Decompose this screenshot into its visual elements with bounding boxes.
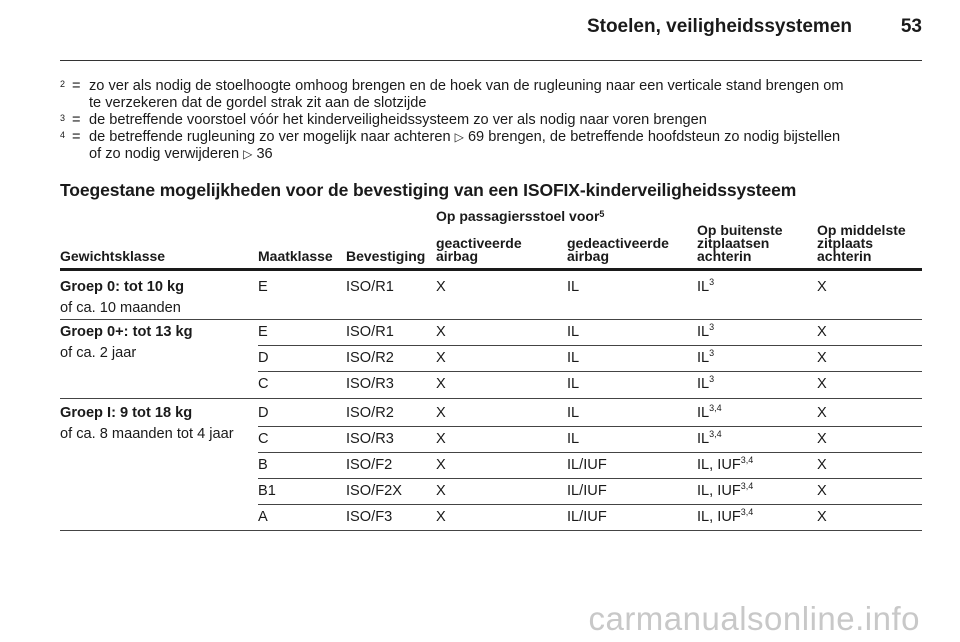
cell-on: X (436, 431, 446, 447)
footnote-4 (60, 129, 922, 163)
footnote-mark: 3 (60, 113, 66, 123)
row-divider (60, 398, 922, 399)
cell-maat: D (258, 405, 269, 421)
cell-outer: $IL^3$ (697, 322, 715, 340)
footnote-equals: = (72, 129, 81, 145)
group-subtitle: of ca. 8 maanden tot 4 jaar (60, 426, 234, 442)
cell-on: X (436, 457, 446, 473)
cell-middle: X (817, 279, 827, 295)
cell-outer: IL, IUF$^{3,4}$ (697, 481, 754, 499)
footnote-equals: = (72, 112, 81, 128)
row-divider (258, 504, 922, 505)
cell-middle: X (817, 405, 827, 421)
row-divider (258, 345, 922, 346)
cell-bev: ISO/F2 (346, 457, 393, 473)
cell-maat: B (258, 457, 268, 473)
footnote-equals: = (72, 78, 81, 94)
cell-off: IL/IUF (567, 509, 607, 525)
cell-bev: ISO/R1 (346, 279, 394, 295)
row-divider (258, 426, 922, 427)
group-subtitle: of ca. 2 jaar (60, 345, 137, 361)
col-header-airbag-off: gedeactiveerde airbag (567, 235, 669, 264)
cell-middle: X (817, 509, 827, 525)
group-title: Groep 0: tot 10 kg (60, 279, 185, 295)
cell-on: X (436, 279, 446, 295)
cell-bev: ISO/R3 (346, 431, 394, 447)
cell-maat: E (258, 279, 268, 295)
cell-outer: IL, IUF$^{3,4}$ (697, 507, 754, 525)
cell-bev: ISO/R2 (346, 405, 394, 421)
footnote-text: zo ver als nodig de stoelhoogte omhoog brengen en de hoek van de rugleuning naar een verticale stand brengen om (89, 78, 844, 94)
col-header-passenger: Op passagiersstoel voor$^5$ (436, 208, 605, 224)
footnotes (60, 78, 922, 163)
cell-off: IL (567, 376, 580, 392)
cell-off: IL (567, 350, 580, 366)
row-divider (258, 452, 922, 453)
cell-bev: ISO/F3 (346, 509, 393, 525)
cell-outer: $IL^3$ (697, 348, 715, 366)
cell-on: X (436, 324, 446, 340)
cell-off: IL (567, 405, 580, 421)
cell-on: X (436, 350, 446, 366)
cell-outer: $IL^3$ (697, 374, 715, 392)
arrow-ref-icon: ▷ (243, 147, 253, 161)
cell-outer: IL$^{3,4}$ (697, 429, 722, 447)
group-1 (60, 405, 234, 442)
row-divider (258, 371, 922, 372)
col-header-bevestiging: Bevestiging (346, 248, 426, 264)
cell-on: X (436, 405, 446, 421)
cell-maat: C (258, 431, 269, 447)
cell-off: IL/IUF (567, 457, 607, 473)
cell-middle: X (817, 483, 827, 499)
cell-bev: ISO/R3 (346, 376, 394, 392)
page-number: 53 (900, 16, 922, 37)
cell-on: X (436, 376, 446, 392)
group-0 (60, 279, 184, 316)
cell-off: IL (567, 279, 580, 295)
group-title: Groep 0+: tot 13 kg (60, 324, 193, 340)
cell-on: X (436, 483, 446, 499)
cell-maat: B1 (258, 483, 276, 499)
cell-outer: $IL^3$ (697, 277, 715, 295)
cell-maat: D (258, 350, 269, 366)
cell-bev: ISO/R1 (346, 324, 394, 340)
cell-middle: X (817, 350, 827, 366)
col-header-middle: Op middelste zitplaats achterin (817, 222, 906, 264)
footnote-text: de betreffende rugleuning zo ver mogelijk naar achteren (89, 129, 451, 145)
col-header-gewichtsklasse: Gewichtsklasse (60, 248, 166, 264)
group-title: Groep I: 9 tot 18 kg (60, 405, 193, 421)
cell-maat: C (258, 376, 269, 392)
watermark: carmanualsonline.info (588, 600, 920, 637)
footnote-3 (60, 112, 922, 129)
cell-middle: X (817, 376, 827, 392)
page-header (60, 16, 922, 50)
group-subtitle: of ca. 10 maanden (60, 300, 181, 316)
footnote-text: de betreffende voorstoel vóór het kinderveiligheidssysteem zo ver als nodig naar voren brengen (89, 112, 707, 128)
cell-maat: E (258, 324, 268, 340)
col-header-airbag-on: geactiveerde airbag (436, 235, 522, 264)
header-rule (60, 268, 922, 271)
cell-maat: A (258, 509, 268, 525)
page-reference-link[interactable]: 36 (256, 146, 273, 162)
cell-outer: IL$^{3,4}$ (697, 403, 722, 421)
arrow-ref-icon: ▷ (454, 130, 464, 144)
page-title: Stoelen, veiligheidssystemen (586, 16, 852, 37)
cell-off: IL (567, 324, 580, 340)
section-title: Toegestane mogelijkheden voor de bevestiging van een ISOFIX-kinderveiligheidssysteem (60, 180, 797, 200)
cell-on: X (436, 509, 446, 525)
cell-middle: X (817, 457, 827, 473)
cell-middle: X (817, 431, 827, 447)
footnote-mark: 4 (60, 130, 66, 140)
col-header-outer: Op buitenste zitplaatsen achterin (697, 222, 783, 264)
row-divider (258, 478, 922, 479)
cell-bev: ISO/R2 (346, 350, 394, 366)
footnote-text: brengen, de betreffende hoofdsteun zo nodig bijstellen (488, 129, 841, 145)
footnote-text: of zo nodig verwijderen (89, 146, 240, 162)
col-header-maatklasse: Maatklasse (258, 248, 333, 264)
cell-middle: X (817, 324, 827, 340)
cell-bev: ISO/F2X (346, 483, 402, 499)
cell-off: IL/IUF (567, 483, 607, 499)
header-divider (60, 60, 922, 61)
footnote-mark: 2 (60, 79, 66, 89)
cell-off: IL (567, 431, 580, 447)
row-divider (60, 319, 922, 320)
footnote-2 (60, 78, 922, 112)
footnote-text: te verzekeren dat de gordel strak zit aan de slotzijde (89, 95, 427, 111)
row-divider (60, 530, 922, 531)
page-reference-link[interactable]: 69 (467, 129, 485, 145)
group-0plus (60, 324, 193, 361)
cell-outer: IL, IUF$^{3,4}$ (697, 455, 754, 473)
